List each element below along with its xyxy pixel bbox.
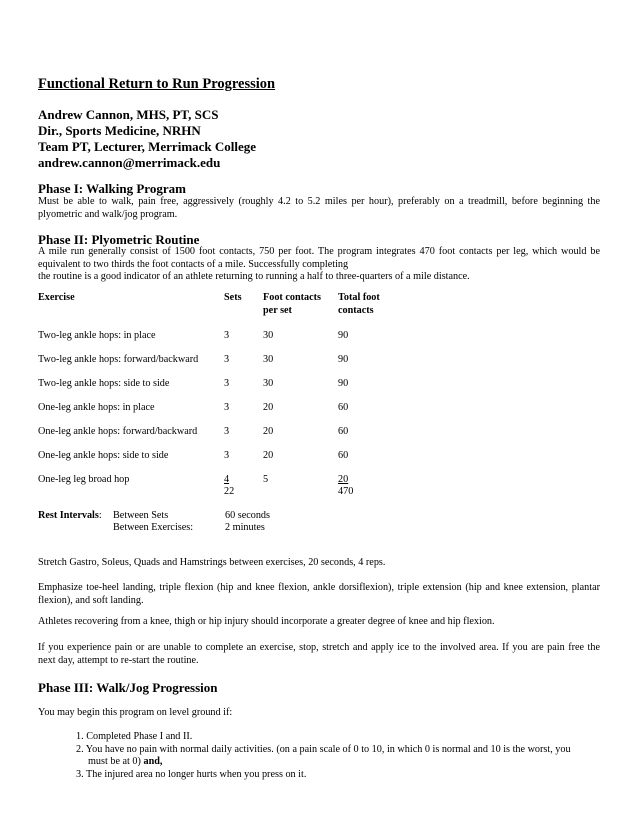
between-exercises-label: Between Exercises: [113,522,194,533]
pain-line-2: next day, attempt to re-start the routine. [38,654,199,666]
emphasize-line-2: flexion), and soft landing. [38,594,144,606]
sum-sets: 22 [224,486,235,497]
row-sets: 3 [224,330,230,341]
row-total: 20 [338,474,349,485]
phase2-text [38,246,600,284]
row-exercise: Two-leg ankle hops: forward/backward [38,354,199,365]
author-role-2: Team PT, Lecturer, Merrimack College [38,139,257,154]
list-item: 3. The injured area no longer hurts when you press on it. [76,768,307,780]
row-per-set: 20 [263,426,274,437]
phase3-heading: Phase III: Walk/Jog Progression [38,680,218,695]
list-item: 1. Completed Phase I and II. [76,731,193,742]
header-foot-contacts: Foot contacts [263,292,321,303]
row-sets: 3 [224,450,230,461]
row-total: 90 [338,330,349,341]
rest-intervals-label: Rest Intervals [38,510,99,521]
recovering-note: Athletes recovering from a knee, thigh or hip injury should incorporate a greater degree of knee and hip flexion. [38,616,495,627]
list-item-continuation [76,756,600,769]
author-role-1: Dir., Sports Medicine, NRHN [38,123,201,138]
phase1-line-1: Must be able to walk, pain free, aggressively (roughly 4.2 to 5.2 miles per hour), preferably on a treadmill, before beginning the [38,196,600,207]
pain-line-1: If you experience pain or are unable to complete an exercise, stop, stretch and apply ice to the involved area. If you are pain free the [38,642,600,653]
author-name: Andrew Cannon, MHS, PT, SCS [38,107,219,122]
phase2-heading: Phase II: Plyometric Routine [38,232,200,247]
list-item-emphasis: and, [143,756,163,767]
row-per-set: 30 [263,330,274,341]
list-item: 2. You have no pain with normal daily activities. (on a pain scale of 0 to 10, in which 0 is normal and 10 is the worst, you [76,743,571,755]
row-exercise: One-leg leg broad hop [38,474,130,485]
header-total-foot: Total foot [338,292,380,303]
sum-total: 470 [338,486,354,497]
row-per-set: 30 [263,354,274,365]
phase1-text [38,196,600,221]
phase2-line-2: equivalent to two thirds the foot contacts of a mile. Successfully completing [38,258,349,270]
row-exercise: One-leg ankle hops: in place [38,402,155,413]
row-exercise: One-leg ankle hops: forward/backward [38,426,198,437]
between-sets-value: 60 seconds [225,510,270,521]
phase1-line-2: plyometric and walk/jog program. [38,208,178,220]
row-per-set: 20 [263,402,274,413]
between-sets-label: Between Sets [113,510,169,521]
row-total: 60 [338,450,349,461]
row-sets: 3 [224,402,230,413]
header-contacts: contacts [338,305,374,316]
row-exercise: One-leg ankle hops: side to side [38,450,169,461]
row-per-set: 20 [263,450,274,461]
row-sets: 3 [224,378,230,389]
phase3-intro: You may begin this program on level ground if: [38,707,233,718]
stretch-note: Stretch Gastro, Soleus, Quads and Hamstrings between exercises, 20 seconds, 4 reps. [38,557,386,568]
row-sets: 4 [224,474,230,485]
row-total: 90 [338,378,349,389]
emphasize-note [38,582,600,607]
header-per-set: per set [263,305,292,316]
list-item-text: must be at 0) [88,756,141,767]
phase2-line-1: A mile run generally consist of 1500 foot contacts, 750 per foot. The program integrates 470 foot contacts per leg, which would be [38,246,600,257]
row-total: 90 [338,354,349,365]
phase1-heading: Phase I: Walking Program [38,181,186,196]
author-email: andrew.cannon@merrimack.edu [38,155,221,170]
header-exercise: Exercise [38,292,75,303]
row-sets: 3 [224,426,230,437]
row-per-set: 5 [263,474,269,485]
row-total: 60 [338,402,349,413]
phase3-criteria-list [76,731,600,781]
between-exercises-value: 2 minutes [225,522,265,533]
pain-note [38,642,600,667]
rest-intervals-colon: : [98,510,102,521]
page-title: Functional Return to Run Progression [38,76,276,92]
row-exercise: Two-leg ankle hops: in place [38,330,156,341]
row-sets: 3 [224,354,230,365]
row-per-set: 30 [263,378,274,389]
row-exercise: Two-leg ankle hops: side to side [38,378,170,389]
header-sets: Sets [224,292,242,303]
phase2-line-3: the routine is a good indicator of an athlete returning to running a half to three-quarters of a mile distance. [38,271,470,282]
emphasize-line-1: Emphasize toe-heel landing, triple flexion (hip and knee flexion, ankle dorsiflexion), triple extension (hip and knee extension, plantar [38,582,600,593]
row-total: 60 [338,426,349,437]
